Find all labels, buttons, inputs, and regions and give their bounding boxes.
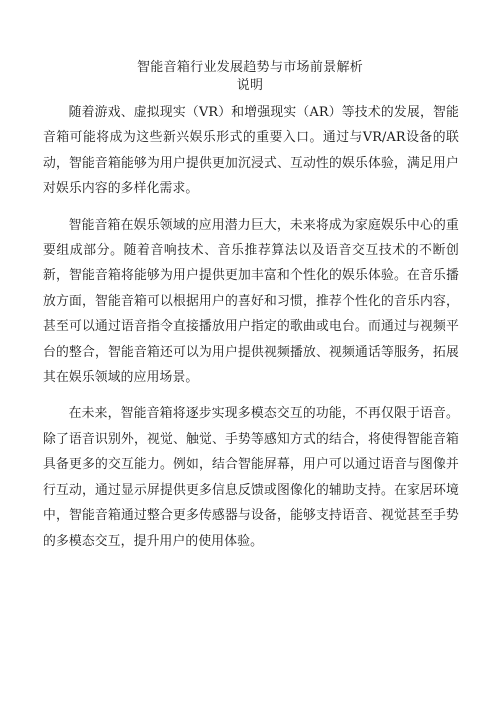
document-subtitle: 说明 [236, 78, 264, 93]
document-title: 智能音箱行业发展趋势与市场前景解析 [136, 60, 364, 75]
paragraph-2: 智能音箱在娱乐领域的应用潜力巨大，未来将成为家庭娱乐中心的重要组成部分。随着音响技术、音乐推荐算法以及语音交互技术的不断创新，智能音箱将能够为用户提供更加丰富和个性化的娱乐体验。在音乐播放方面，智能音箱可以根据用户的喜好和习惯，推荐个性化的音乐内容，甚至可以通过语音指令直接播放用户指定的歌曲或电台。而通过与视频平台的整合，智能音箱还可以为用户提供视频播放、视频通话等服务，拓展其在娱乐领域的应用场景。 [43, 217, 459, 386]
paragraph-3: 在未来，智能音箱将逐步实现多模态交互的功能，不再仅限于语音。除了语音识别外，视觉、触觉、手势等感知方式的结合，将使得智能音箱具备更多的交互能力。例如，结合智能屏幕，用户可以通过语音与图像并行互动，通过显示屏提供更多信息反馈或图像化的辅助支持。在家居环境中，智能音箱通过整合更多传感器与设备，能够支持语音、视觉甚至手势的多模态交互，提升用户的使用体验。 [43, 406, 459, 549]
document-body [43, 100, 459, 564]
paragraph-1: 随着游戏、虚拟现实（VR）和增强现实（AR）等技术的发展，智能音箱可能将成为这些新兴娱乐形式的重要入口。通过与VR/AR设备的联动，智能音箱能够为用户提供更加沉浸式、互动性的娱乐体验，满足用户对娱乐内容的多样化需求。 [43, 105, 459, 197]
